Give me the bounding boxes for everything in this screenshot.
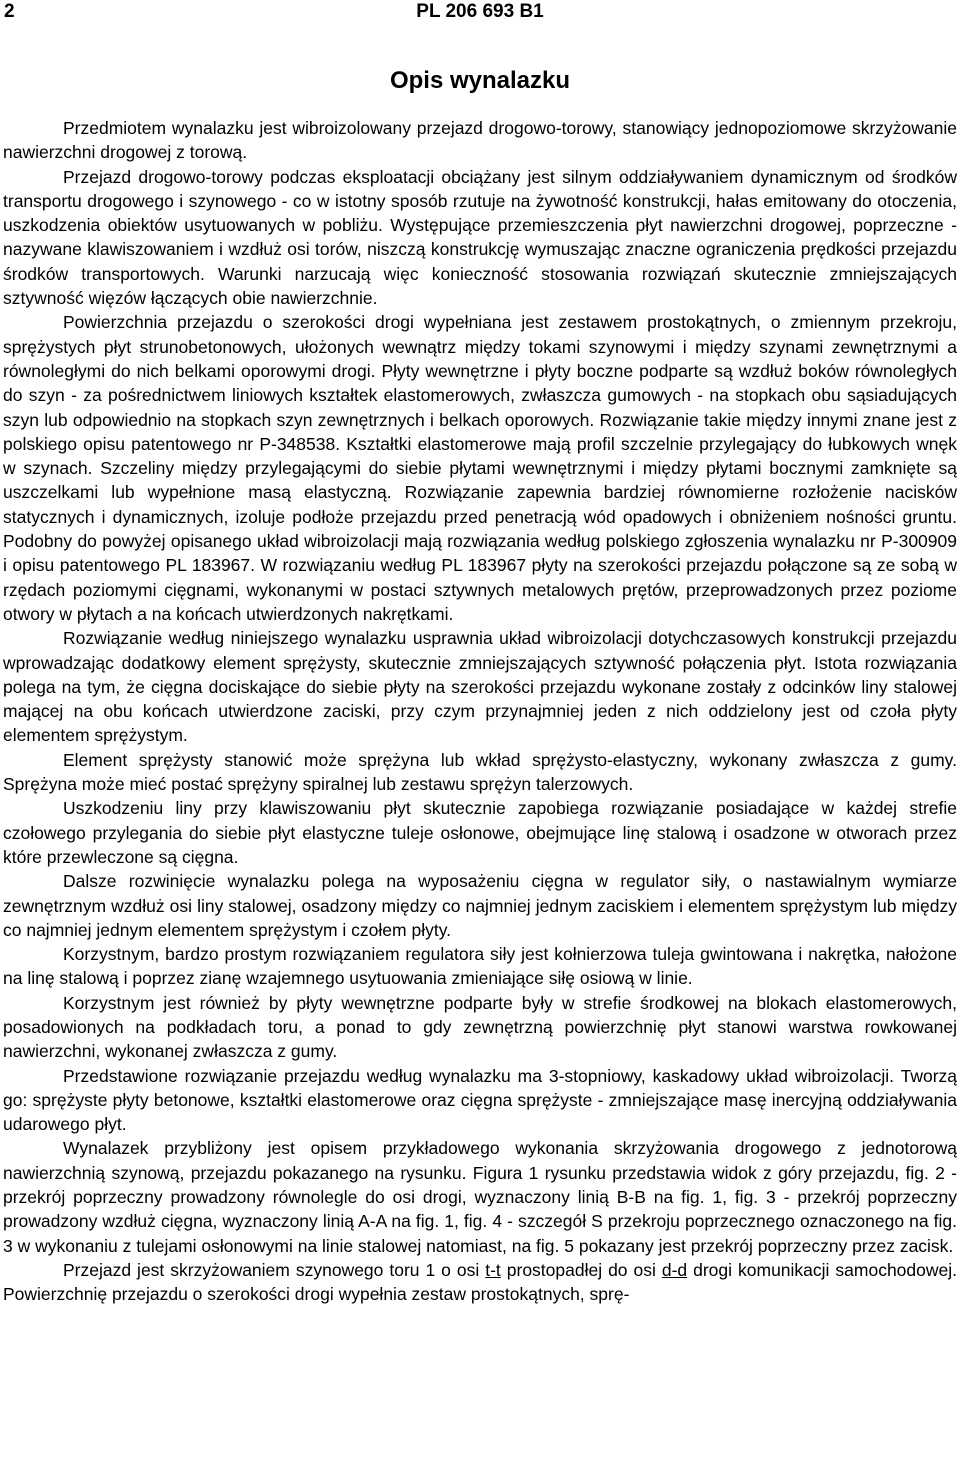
paragraph: Wynalazek przybliżony jest opisem przykładowego wykonania skrzyżowania drogowego z jednotorową nawierzchnią szynową, przejazdu pokazanego na rysunku. Figura 1 rysunku przedstawia widok z góry przejazdu, fig. 2 - przekrój poprzeczny prowadzony równolegle do osi drogi, wyznaczony linią B-B na fig. 1, fig. 3 - przekrój poprzeczny prowadzony wzdłuż cięgna, wyznaczony linią A-A na fig. 1, fig. 4 - szczegół S przekroju poprzecznego oznaczonego na fig. 3 w wykonaniu z tulejami osłonowymi na linie stalowej natomiast, na fig. 5 pokazany jest przekrój poprzeczny przez zacisk.	[3, 1138, 957, 1256]
axis-label-track: t-t	[485, 1259, 501, 1280]
paragraph: Rozwiązanie według niniejszego wynalazku usprawnia układ wibroizolacji dotychczasowych konstrukcji przejazdu wprowadzając dodatkowy element sprężysty, skutecznie zmniejszających sztywność połączenia płyt. Istota rozwiązania polega na tym, że cięgna dociskające do siebie płyty na szerokości przejazdu wykonane zostały z odcinków liny stalowej mającej na obu końcach utwierdzone zaciski, przy czym przynajmniej jeden z nich oddzielony jest od czoła płyty elementem sprężystym.	[3, 628, 957, 746]
section-title: Opis wynalazku	[389, 67, 571, 94]
paragraph: Powierzchnia przejazdu o szerokości drogi wypełniana jest zestawem prostokątnych, o zmiennym przekroju, sprężystych płyt strunobetonowych, ułożonych wewnątrz między tokami szynowymi i między szynami zewnętrznymi a równoległymi do nich belkami oporowymi drogi. Płyty wewnętrzne i płyty boczne podparte są wzdłuż boków równoległych do szyn - za pośrednictwem liniowych kształtek elastomerowych, zwłaszcza gumowych - na stopkach obu sąsiadujących szyn lub odpowiednio na stopkach szyn zewnętrznych i belkach oporowych. Rozwiązanie takie między innymi znane jest z polskiego opisu patentowego nr P-348538. Kształtki elastomerowe mają profil szczelnie przylegający do łubkowych wnęk w szynach. Szczeliny między przylegającymi do siebie płytami wewnętrznymi i między płytami bocznymi zamknięte są uszczelkami lub wypełnione masą elastyczną. Rozwiązanie zapewnia bardziej równomierne rozłożenie nacisków statycznych i dynamicznych, izoluje podłoże przejazdu przed penetracją wód opadowych i obniżeniem nośności gruntu. Podobny do powyżej opisanego układ wibroizolacji mają rozwiązania według polskiego zgłoszenia wynalazku nr P-300909 i opisu patentowego PL 183967. W rozwiązaniu według PL 183967 płyty na szerokości przejazdu połączone są ze sobą w rzędach poziomymi cięgnami, wykonanymi w postaci sztywnych metalowych prętów, przeprowadzonych przez poziome otwory w płytach a na końcach utwierdzonych nakrętkami.	[3, 312, 957, 624]
paragraph: Przedmiotem wynalazku jest wibroizolowany przejazd drogowo-torowy, stanowiący jednopoziomowe skrzyżowanie nawierzchni drogowej z torową.	[3, 118, 957, 163]
paragraph: Przedstawione rozwiązanie przejazdu według wynalazku ma 3-stopniowy, kaskadowy układ wibroizolacji. Tworzą go: sprężyste płyty betonowe, kształtki elastomerowe oraz cięgna sprężyste - zmniejszające masę inercyjną oddziaływania udarowego płyt.	[3, 1065, 957, 1135]
text-run: drogi komunikacji samochodowej. Powierzchnię przejazdu o szerokości drogi wypełnia zestaw prostokątnych, sprę-	[3, 1259, 957, 1305]
text-run: prostopadłej do osi	[500, 1259, 662, 1280]
paragraph: Dalsze rozwinięcie wynalazku polega na wyposażeniu cięgna w regulator siły, o nastawialnym wymiarze zewnętrznym wzdłuż osi liny stalowej, osadzony między co najmniej jednym zaciskiem i elementem sprężystym lub między co najmniej jednym elementem sprężystym i czołem płyty.	[3, 871, 957, 940]
paragraph: Korzystnym, bardzo prostym rozwiązaniem regulatora siły jest kołnierzowa tuleja gwintowana i nakrętka, nałożone na linę stalową i poprzez zianę wzajemnego usytuowania zmieniające siłę osiową w linie.	[3, 944, 957, 989]
axis-label-road: d-d	[661, 1259, 688, 1280]
paragraph: Element sprężysty stanowić może sprężyna lub wkład sprężysto-elastyczny, wykonany zwłaszcza z gumy. Sprężyna może mieć postać sprężyny spiralnej lub zestawu sprężyn talerzowych.	[3, 749, 957, 795]
paragraph: Przejazd drogowo-torowy podczas eksploatacji obciążany jest silnym oddziaływaniem dynamicznym od środków transportu drogowego i szynowego - co w istotny sposób rzutuje na żywotność konstrukcji, hałas emitowany do otoczenia, uszkodzenia obiektów usytuowanych w pobliżu. Występujące przemieszczenia płyt nawierzchni drogowej, poprzeczne - nazywane klawiszowaniem i wzdłuż osi torów, niszczą konstrukcję wymuszając znaczne ograniczenia prędkości przejazdu środków transportowych. Warunki narzucają więc konieczność stosowania rozwiązań skutecznie zmniejszających sztywność więzów łączących obie nawierzchnie.	[3, 166, 957, 309]
patent-id: PL 206 693 B1	[416, 1, 544, 22]
description-body	[3, 116, 957, 1307]
paragraph: Uszkodzeniu liny przy klawiszowaniu płyt skutecznie zapobiega rozwiązanie posiadające w każdej strefie czołowego przylegania do siebie płyt elastyczne tuleje osłonowe, obejmujące linę stalową i osadzone w otworach przez które przewleczone są cięgna.	[3, 798, 957, 867]
paragraph: Korzystnym jest również by płyty wewnętrzne podparte były w strefie środkowej na blokach elastomerowych, posadowionych na podkładach toru, a ponad to gdy zewnętrzną powierzchnię płyt stanowi warstwa rowkowanej nawierzchni, wykonanej zwłaszcza z gumy.	[3, 992, 957, 1062]
page-number: 2	[4, 1, 15, 22]
text-run: Przejazd jest skrzyżowaniem szynowego toru 1 o osi	[63, 1259, 486, 1280]
paragraph-last	[3, 1258, 957, 1307]
